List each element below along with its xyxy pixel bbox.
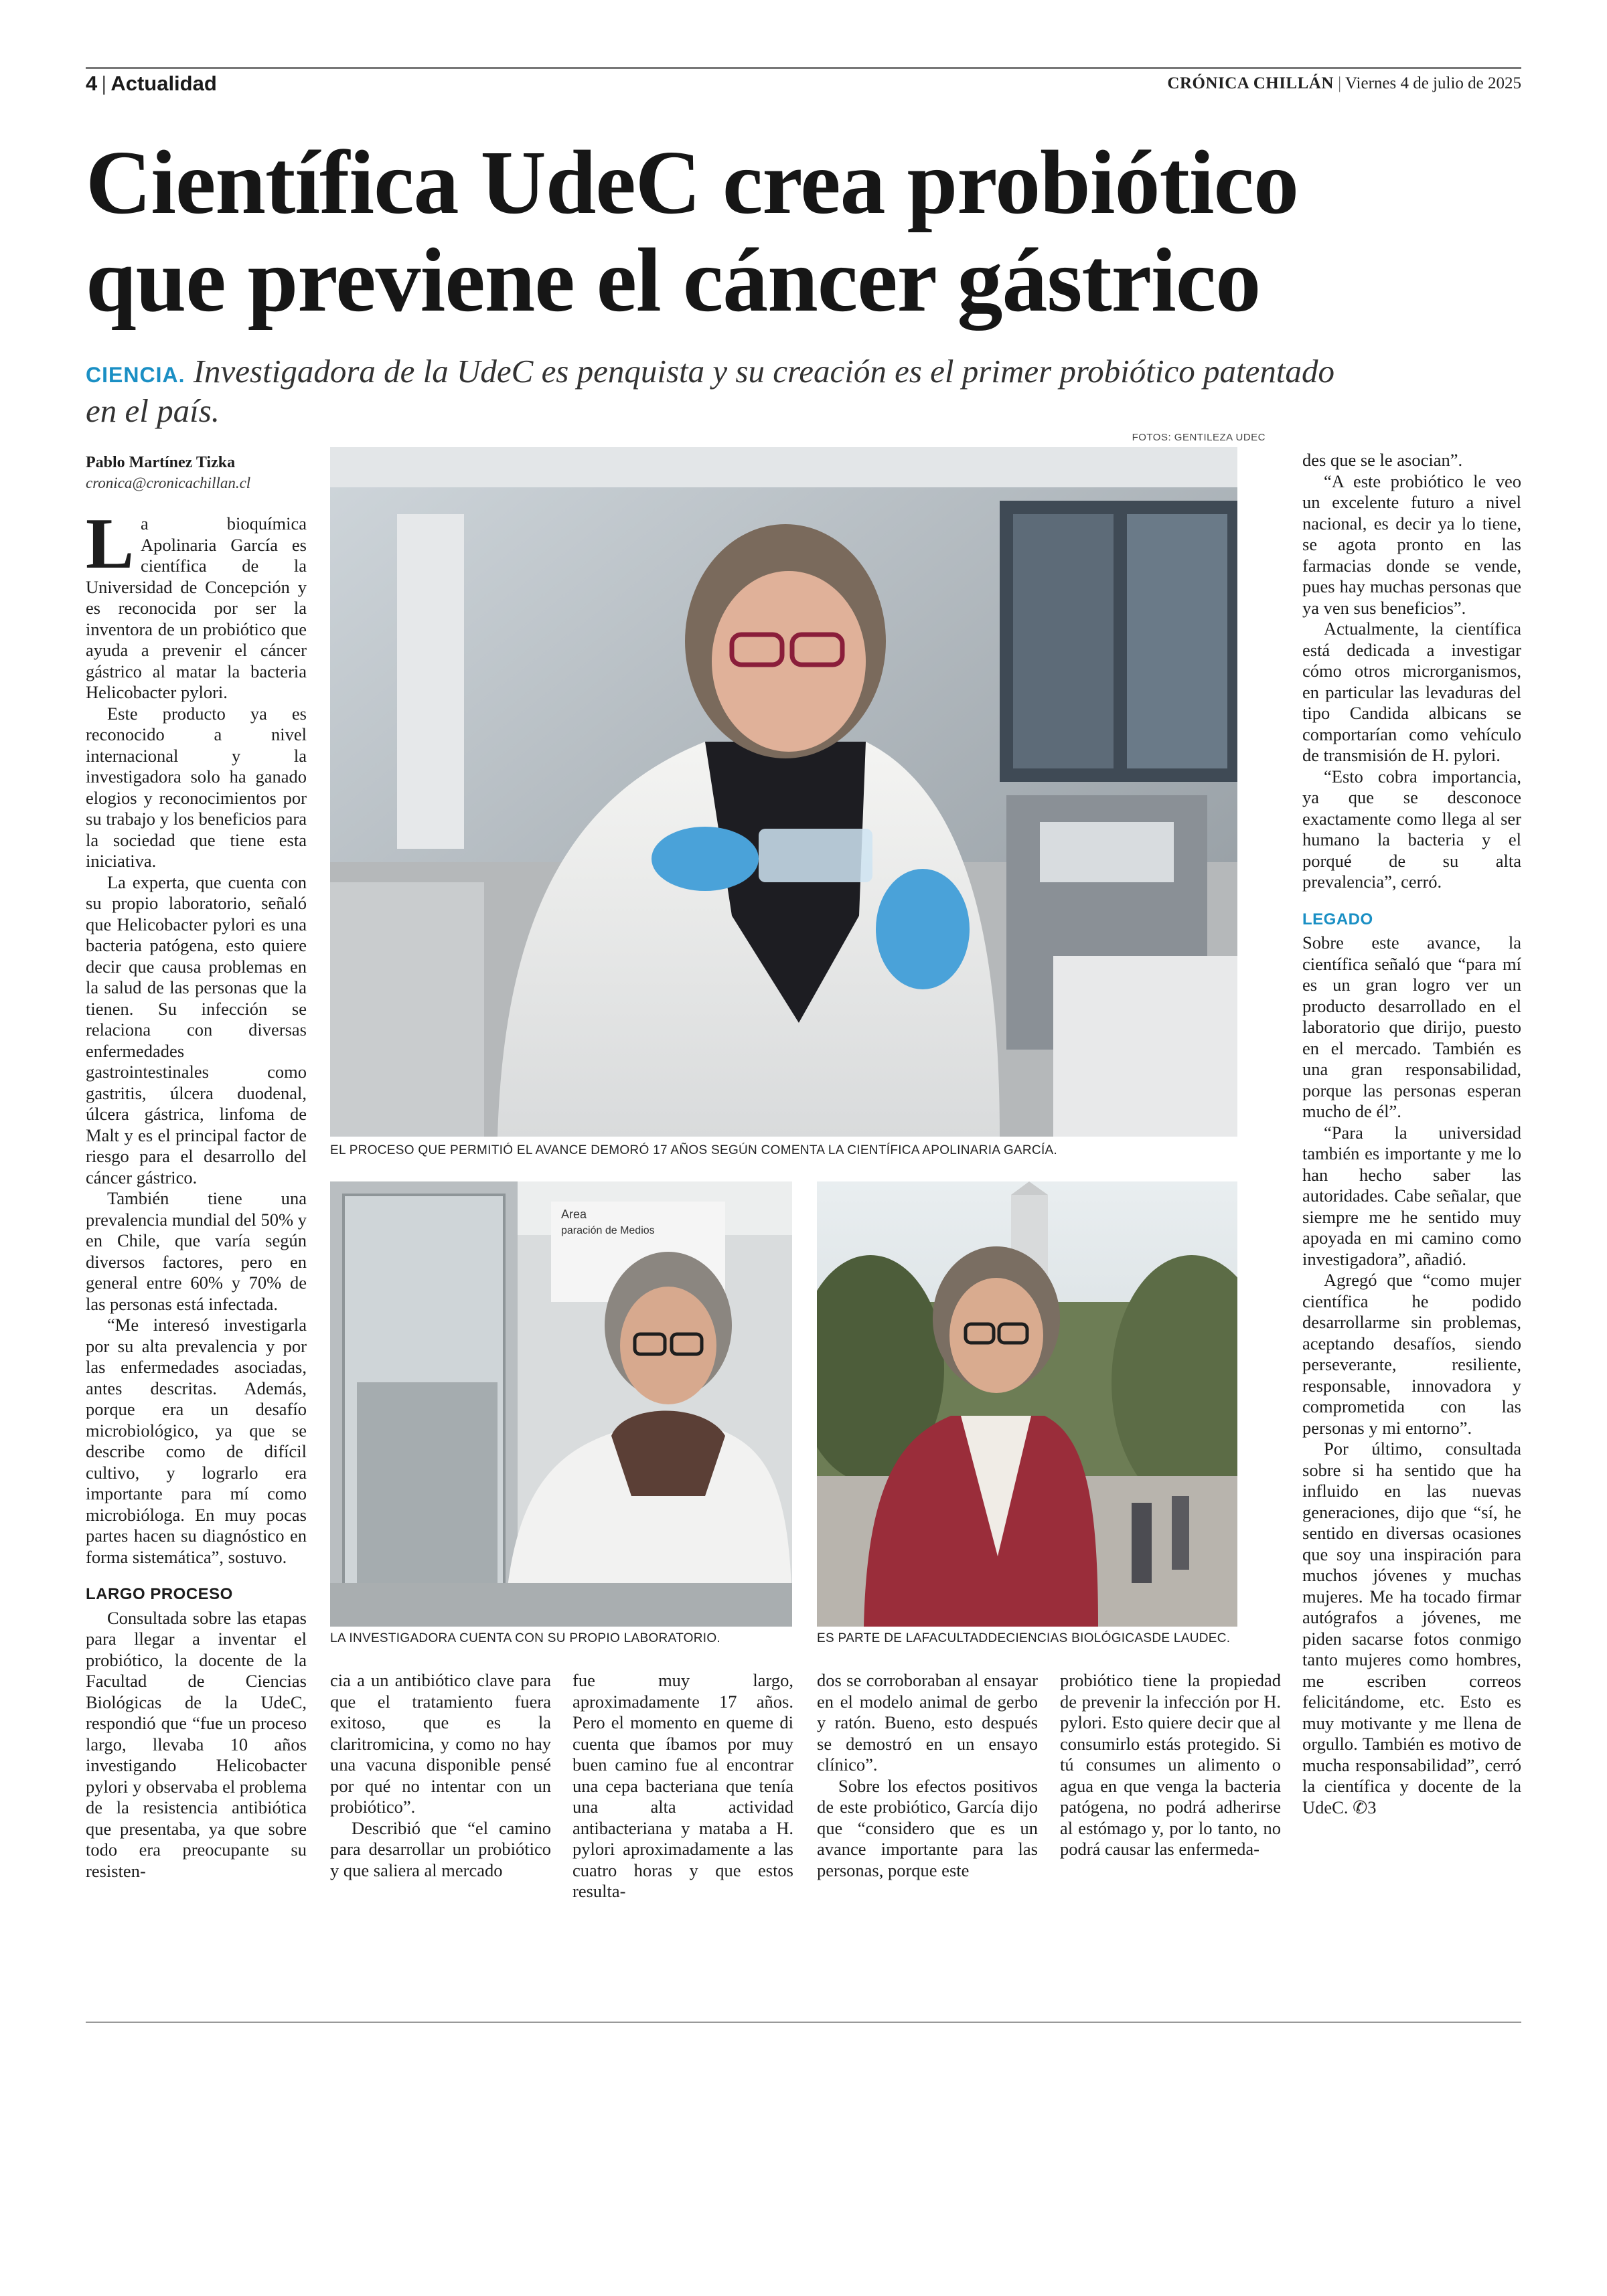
page-number: 4 <box>86 72 98 95</box>
paragraph: La experta, que cuenta con su propio laboratorio, señaló que Helicobacter pylori es una bacteria patógena, esto quiere decir que causa problemas en la salud de las personas que la tienen. Su infección se relaciona con diversas enfermedades gastrointestinales como gastritis, úlcera duodenal, úlcera gástrica, linfoma de Malt y es el principal factor de riesgo para el desarrollo del cáncer gástrico. <box>86 872 307 1187</box>
main-photo <box>330 447 1237 1137</box>
investigator-campus-image <box>817 1181 1237 1627</box>
headline-line-1: Científica UdeC crea probiótico <box>86 133 1298 233</box>
paragraph: probiótico tiene la propiedad de prevenir la infección por H. pylori. Esto quiere decir que al consumirlo estás protegido. Si tú consumes un alimento o agua en que venga la bacteria patógena, no podrá adherirse al estómago y, por lo tanto, no podrá causar las enfermeda- <box>1060 1670 1281 1859</box>
campus-photo <box>817 1181 1237 1627</box>
paragraph: “A este probiótico le veo un excelente futuro a nivel nacional, es decir ya lo tiene, se agota pronto en las farmacias donde se vende, pues hay muchas personas que ya ven sus beneficios”. <box>1302 471 1521 618</box>
campus-photo-caption: ES PARTE DE LAFACULTADDECIENCIAS BIOLÓGICASDE LAUDEC. <box>817 1631 1231 1645</box>
subheadline <box>86 353 1358 429</box>
paragraph: Sobre los efectos positivos de este probiótico, García dijo que “considero que es un avance importante para las personas, porque este <box>817 1775 1038 1880</box>
article-column-3 <box>572 1670 793 1902</box>
lab-sign-text: Area <box>561 1208 587 1221</box>
byline-email: cronica@cronicachillan.cl <box>86 475 251 491</box>
paragraph: des que se le asocian”. <box>1302 450 1463 470</box>
paragraph: Este producto ya es reconocido a nivel internacional y la investigadora solo ha ganado elogios y reconocimientos por su trabajo y los beneficios para la sociedad que tiene esta iniciativa. <box>86 703 307 871</box>
paragraph: La bioquímica Apolinaria García es científica de la Universidad de Concepción y es reconocida por ser la inventora de un probiótico que ayuda a prevenir el cáncer gástrico al matar la bacteria Helicobacter pylori. <box>86 504 307 702</box>
paragraph: “Para la universidad también es importante y me lo han hecho saber las autoridades. Cabe señalar, que siempre me he sentido muy apoyada en mi camino como investigadora”, añadió. <box>1302 1122 1521 1269</box>
main-photo-caption: EL PROCESO QUE PERMITIÓ EL AVANCE DEMORÓ 17 AÑOS SEGÚN COMENTA LA CIENTÍFICA APOLINARIA GARCÍA. <box>330 1143 1058 1157</box>
paragraph: Por último, consultada sobre si ha sentido que ha influido en las nuevas generaciones, dijo que “sí, he sentido en diversas ocasiones que soy una inspiración para muchos jóvenes y muchas mujeres. Me ha tocado firmar autógrafos a jóvenes, me piden sacarse fotos conmigo tanto mujeres como hombres, me escriben correos felicitándome, etc. Esto es muy motivante y me llena de orgullo. También es motivo de mucha responsabilidad”, cerró la científica y docente de la UdeC. ✆3 <box>1302 1439 1521 1817</box>
newspaper-name: CRÓNICA CHILLÁN <box>1167 74 1334 92</box>
byline-author: Pablo Martínez Tizka <box>86 454 236 471</box>
paragraph: Agregó que “como mujer científica he podido desarrollarme sin problemas, aceptando desafíos, siendo perseverante, resiliente, responsable, innovadora y comprometida con las personas y mi entorno”. <box>1302 1270 1521 1438</box>
paragraph: Describió que “el camino para desarrollar un probiótico y que saliera al mercado <box>330 1817 551 1880</box>
page-header <box>86 67 1521 99</box>
article-column-1 <box>86 452 307 1882</box>
subheadline-text: Investigadora de la UdeC es penquista y su creación es el primer probiótico patentado en el país. <box>86 353 1334 429</box>
section-heading-legado: LEGADO <box>1302 910 1373 928</box>
bottom-rule <box>86 2022 1521 2023</box>
article-column-5 <box>1060 1670 1281 1860</box>
paragraph: “Me interesó investigarla por su alta prevalencia y por las enfermedades asociadas, antes descritas. Además, porque era un desafío microbiológico, ya que se describe como de difícil cultivo, y lograrlo era importante para mí como microbióloga. En muy pocas partes hacen su diagnóstico en forma sistemática”, sostuvo. <box>86 1315 307 1567</box>
paragraph: Actualmente, la científica está dedicada a investigar cómo otros microrganismos, en particular las levaduras del tipo Candida albicans se comportarían como vehículo de transmisión de H. pylori. <box>1302 619 1521 765</box>
section-name: Actualidad <box>110 72 217 95</box>
headline <box>86 134 1521 329</box>
lab-photo <box>330 1181 792 1627</box>
lab-photo-caption: LA INVESTIGADORA CUENTA CON SU PROPIO LABORATORIO. <box>330 1631 721 1645</box>
paragraph: Sobre este avance, la científica señaló que “para mí es un gran logro ver un producto desarrollado en el laboratorio que dirijo, puesto en el mercado. También es una gran responsabilidad, porque las personas esperan mucho de él”. <box>1302 932 1521 1121</box>
headline-line-2: que previene el cáncer gástrico <box>86 230 1261 331</box>
article-column-4 <box>817 1670 1038 1881</box>
paragraph: Consultada sobre las etapas para llegar a inventar el probiótico, la docente de la Facultad de Ciencias Biológicas de la UdeC, respondió que “fue un proceso largo, llevaba 10 años investigando Helicobacter pylori y observaba el problema de la resistencia antibiótica que presentaba, ya que sobre todo era preocupante su resisten- <box>86 1607 307 1881</box>
paragraph: dos se corroboraban al ensayar en el modelo animal de gerbo y ratón. Bueno, esto después se demostró en un ensayo clínico”. <box>817 1670 1038 1775</box>
article-column-2 <box>330 1670 551 1881</box>
paragraph: “Esto cobra importancia, ya que se desconoce exactamente como llega al ser humano la bacteria y el porqué de su alta prevalencia”, cerró. <box>1302 766 1521 892</box>
paragraph: fue muy largo, aproximadamente 17 años. Pero el momento en queme di cuenta que íbamos por muy buen camino fue al encontrar una cepa bacteriana que tenía una alta actividad antibacteriana y mataba a H. pylori aproximadamente a las cuatro horas y que estos resulta- <box>572 1670 793 1901</box>
section-heading-largo-proceso: LARGO PROCESO <box>86 1585 233 1603</box>
photo-credit: FOTOS: GENTILEZA UDEC <box>1132 432 1266 443</box>
scientist-lab-image <box>330 447 1237 1137</box>
paragraph: cia a un antibiótico clave para que el tratamiento fuera exitoso, que es la claritromicina, y como no hay una vacuna disponible pensé por qué no intentar con un probiótico”. <box>330 1670 551 1817</box>
section-label: 4 | Actualidad <box>86 72 217 95</box>
svg-text:paración de Medios: paración de Medios <box>561 1225 655 1236</box>
drop-cap: L <box>86 504 135 584</box>
kicker: CIENCIA. <box>86 363 185 387</box>
article-column-6 <box>1302 450 1521 1818</box>
masthead-info: CRÓNICA CHILLÁN | Viernes 4 de julio de 2025 <box>1167 74 1521 92</box>
issue-date: Viernes 4 de julio de 2025 <box>1345 74 1521 92</box>
paragraph: También tiene una prevalencia mundial del 50% y en Chile, que varía según diversos factores, pero en general entre 60% y 70% de las personas está infectada. <box>86 1188 307 1314</box>
investigator-lab-image <box>330 1181 792 1627</box>
